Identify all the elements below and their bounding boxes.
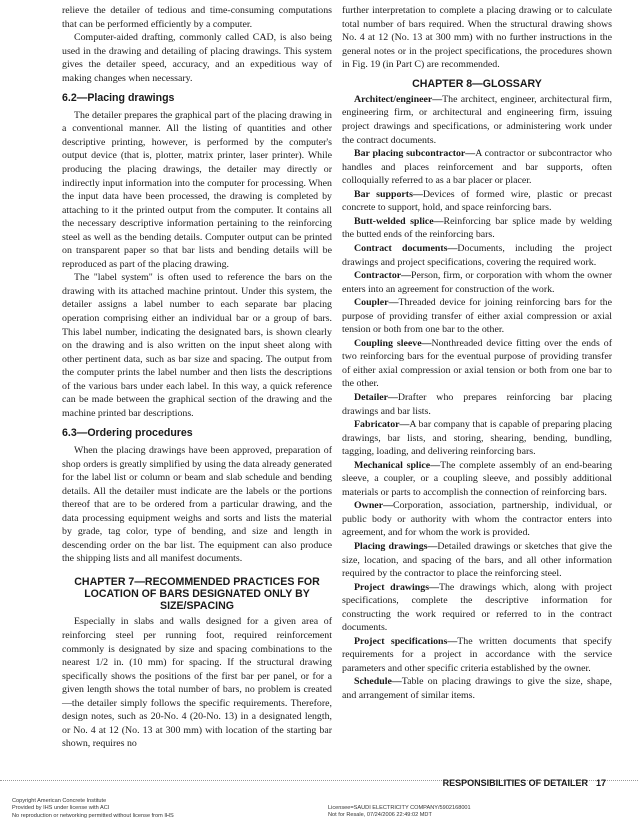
license-line: Not for Resale, 07/24/2006 22:49:02 MDT <box>328 812 432 819</box>
glossary-term: Butt-welded splice— <box>354 215 444 227</box>
running-footer <box>443 778 606 788</box>
glossary-term: Architect/engineer— <box>354 93 443 105</box>
glossary-term: Owner— <box>354 500 393 512</box>
glossary-list <box>342 93 612 703</box>
glossary-entry <box>342 242 612 269</box>
glossary-term: Coupling sleeve— <box>354 337 432 349</box>
glossary-definition: Reinforcing bar splice made by welding the butted ends of the reinforcing bars. <box>342 215 612 241</box>
glossary-entry <box>342 391 612 418</box>
glossary-entry <box>342 296 612 337</box>
paragraph-6-2-a: The detailer prepares the graphical part of the placing drawing in a conventional manner. All the listing of quantities and other descriptive printing, however, is performed by the computer's output device (that is, plotter, matrix printer, laser printer). While producing the placing drawings, the detailer may directly or indirectly input information into the computer for processing. When the input data have been processed, the drawing is completed by attaching to it the printed output from the computer. It contains all the necessary descriptive information pertaining to the reinforcing steel as well as the bending details. Computer output can be printed on transparent paper so that bar lists and bending details will be reproduced as part of the placing drawing. <box>62 109 332 270</box>
left-column <box>62 4 332 751</box>
right-column <box>342 4 612 703</box>
paragraph-7-continued: further interpretation to complete a placing drawing or to calculate total number of bars required. When the structural drawing shows No. 4 at 12 (No. 13 at 300 mm) with no further instructions in the general notes or in the project specifications, the procedures shown in Fig. 19 (in Part C) are recommended. <box>342 5 612 71</box>
glossary-definition: Corporation, association, partnership, individual, or public body or authority with whom the contractor enters into agreement, and for whom the work is provided. <box>342 500 612 539</box>
glossary-definition: The written documents that specify requirements for a project in accordance with the service parameters and other specific criteria established by the owner. <box>342 635 612 674</box>
glossary-term: Contract documents— <box>354 242 458 254</box>
copyright-line: Copyright American Concrete Institute <box>12 798 107 804</box>
glossary-term: Contractor— <box>354 270 412 282</box>
chapter-7-heading: CHAPTER 7—RECOMMENDED PRACTICES FOR LOCATION OF BARS DESIGNATED ONLY BY SIZE/SPACING <box>74 575 320 613</box>
glossary-definition: The architect, engineer, architectural firm, engineering firm, or architectural and engineering firm, issuing project drawings and specifications, or administering work under the contract documents. <box>342 93 612 146</box>
glossary-term: Project specifications— <box>354 635 458 647</box>
glossary-entry <box>342 93 612 147</box>
glossary-definition: Devices of formed wire, plastic or precast concrete to support, hold, and space reinforcing bars. <box>342 188 613 214</box>
section-6-3-heading: 6.3—Ordering procedures <box>62 427 193 440</box>
paragraph-6-3: When the placing drawings have been approved, preparation of shop orders is greatly simplified by using the data already generated for the label list or column or beam and slab schedule and bending details. All the detailer must indicate are the labels or the portions thereof that are to be ordered from a particular drawing, and the data processing equipment weighs and sorts and lists the material by grade, tag color, type of bending, and size and length in descending order on the bar list. The equipment can also produce the shipping lists and all manifest documents. <box>62 444 332 565</box>
page-number: 17 <box>595 778 606 788</box>
glossary-entry <box>342 540 612 581</box>
glossary-term: Coupler— <box>354 297 399 309</box>
glossary-entry <box>342 418 612 459</box>
glossary-term: Mechanical splice— <box>354 459 441 471</box>
glossary-entry <box>342 188 612 215</box>
glossary-term: Project drawings— <box>354 581 439 593</box>
copyright-line: Provided by IHS under license with ACI <box>12 805 110 812</box>
glossary-definition: The complete assembly of an end-bearing sleeve, a coupler, or a coupling sleeve, and possibly additional materials or parts to accomplish the connection of reinforcing bars. <box>342 459 613 498</box>
copyright-line: No reproduction or networking permitted without license from IHS <box>12 812 174 819</box>
glossary-entry <box>342 459 612 500</box>
glossary-definition: Nonthreaded device fitting over the ends of two reinforcing bars for the eventual purpose of providing transfer of either axial compression or axial tension or both from one bar to the other. <box>342 337 612 390</box>
glossary-definition: Table on placing drawings to give the size, shape, and arrangement of similar items. <box>342 676 612 701</box>
glossary-definition: Person, firm, or corporation with whom the owner enters into an agreement for construction of the work. <box>342 270 612 295</box>
glossary-definition: Documents, including the project drawings and project specifications, covering the required work. <box>342 242 612 268</box>
running-title: RESPONSIBILITIES OF DETAILER <box>442 778 588 788</box>
glossary-entry <box>342 269 612 296</box>
glossary-term: Placing drawings— <box>354 540 438 552</box>
glossary-term: Bar placing subcontractor— <box>354 148 476 160</box>
glossary-definition: The drawings which, along with project specifications, complete the descriptive information for constructing the work required or referred to in the contract documents. <box>342 581 612 634</box>
glossary-term: Detailer— <box>354 391 398 403</box>
copyright-notice <box>12 798 174 820</box>
license-line: Licensee=SAUDI ELECTRICITY COMPANY/5902168001 <box>328 805 471 811</box>
glossary-term: Bar supports— <box>354 188 423 200</box>
glossary-term: Schedule— <box>354 676 402 688</box>
paragraph-6-2-b: The "label system" is often used to reference the bars on the drawing with its attached machine printout. Under this system, the detailer assigns a label number to each separate bar placing operation comprising either an individual bar or a group of bars. This label number, indicating the designated bars, is shown clearly on the drawing and is also written on the input sheet along with other pertinent data, such as bar size and spacing. The output from the computer prints the label number and then lists the descriptions of the various bars under each label. In this way, a quick reference can be made between the graphical section of the drawing and the machine printed bar descriptions. <box>62 272 332 419</box>
glossary-entry <box>342 581 612 635</box>
license-notice <box>328 805 471 820</box>
glossary-entry <box>342 675 612 702</box>
glossary-definition: A bar company that is capable of preparing placing drawings, bar lists, and storing, shearing, bending, bundling, tagging, loading, and delivering reinforcing bars. <box>342 419 612 458</box>
glossary-entry <box>342 499 612 540</box>
section-6-2-heading: 6.2—Placing drawings <box>62 92 175 105</box>
glossary-term: Fabricator— <box>354 419 410 431</box>
paragraph-7: Especially in slabs and walls designed for a given area of reinforcing steel per running foot, required reinforcement commonly is designated by size and spacing combinations to the nearest 1/2 in. (10 mm) for spacing. If the structural drawing specifically shows the positions of the first bar per panel, or for a given length shows the total number of bars, no problem is created—the detailer simply follows the specific requirements. Therefore, design notes, such as 20-No. 4 (20-No. 13) in a designated length, or No. 4 at 12 (No. 13 at 300 mm) with location of the starting bar shown, requires no <box>62 616 332 750</box>
glossary-entry <box>342 337 612 391</box>
paragraph-intro-1: relieve the detailer of tedious and time-consuming computations that can be performed efficiently by a computer. <box>62 5 332 30</box>
paragraph-intro-2: Computer-aided drafting, commonly called CAD, is also being used in the drawing and detailing of placing drawings. This system gives the detailer speed, accuracy, and an expeditious way of making changes when necessary. <box>62 32 332 84</box>
glossary-entry <box>342 635 612 676</box>
glossary-entry <box>342 215 612 242</box>
glossary-definition: Detailed drawings or sketches that give the size, location, and spacing of the bars, and all other information required by the contractor to place the reinforcing steel. <box>342 540 612 580</box>
glossary-definition: A contractor or subcontractor who handles and places reinforcement and bar supports, often colloquially referred to as a bar placer or placer. <box>342 148 612 187</box>
glossary-entry <box>342 147 612 188</box>
glossary-definition: Drafter who prepares reinforcing bar placing drawings and bar lists. <box>342 391 612 417</box>
glossary-definition: Threaded device for joining reinforcing bars for the purpose of providing transfer of either axial compression or axial tension or both from one bar to the other. <box>342 297 612 336</box>
chapter-8-heading: CHAPTER 8—GLOSSARY <box>412 77 542 90</box>
